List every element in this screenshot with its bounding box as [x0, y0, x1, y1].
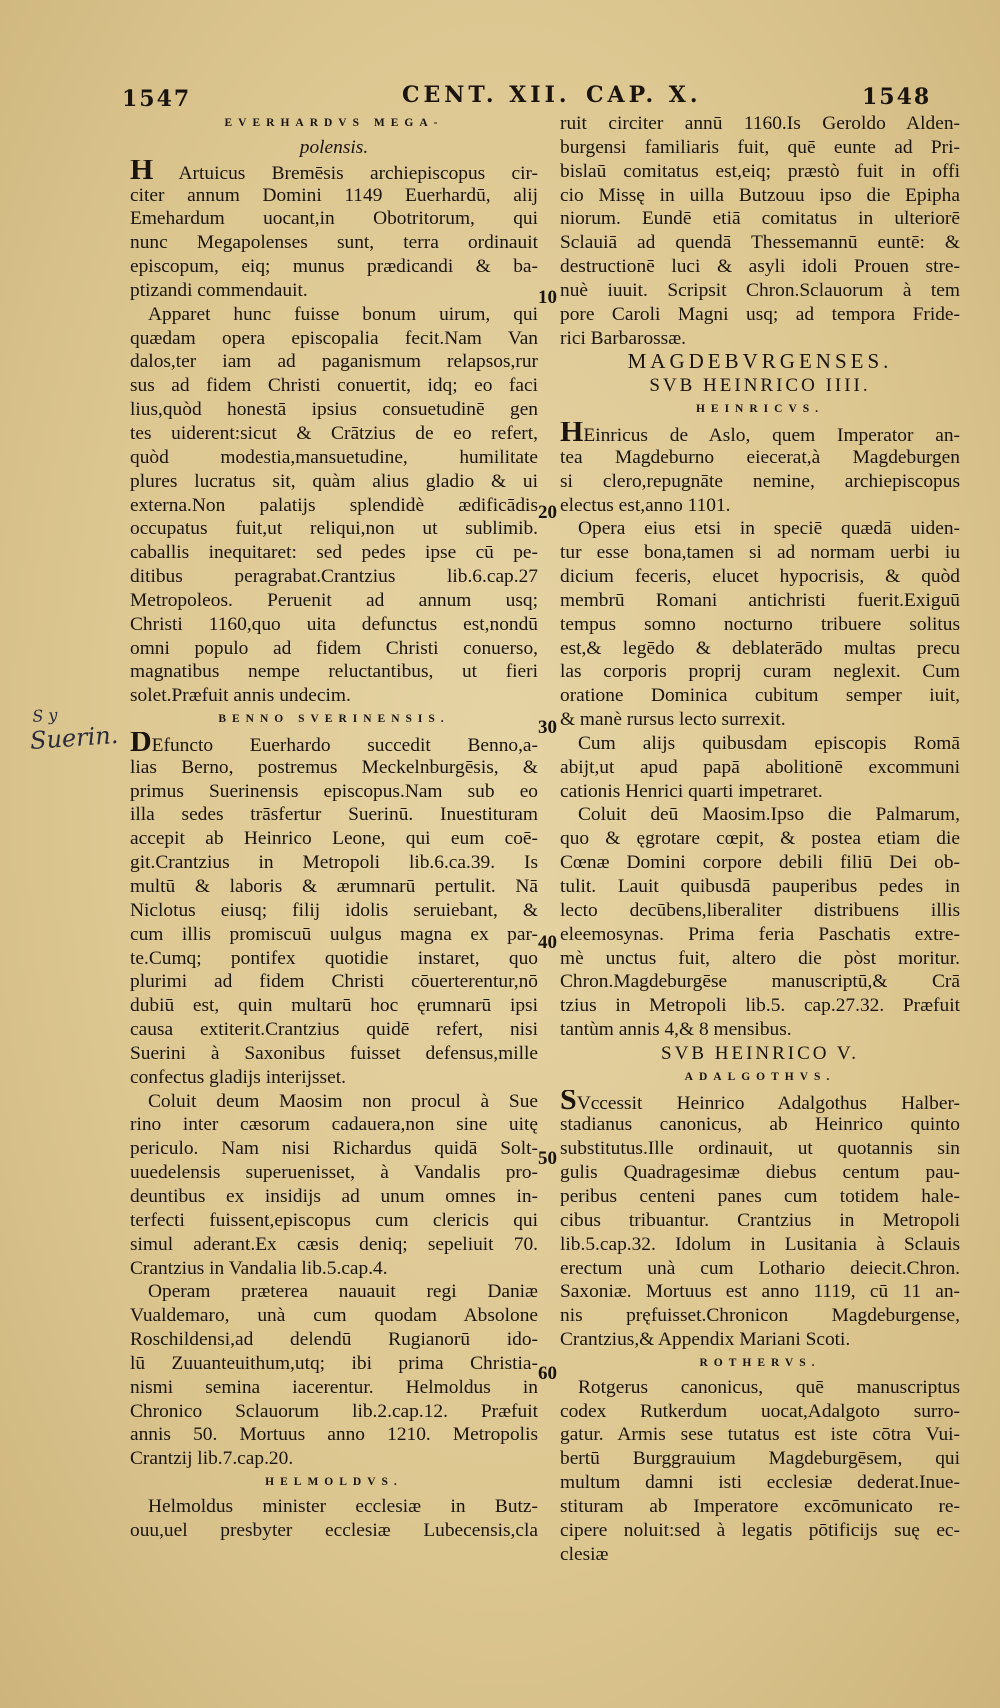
text-line: pore Caroli Magni usq; ad tempora Fride-	[560, 303, 960, 325]
text-line: tes uiderent:sicut & Crātzius de eo refert,	[130, 422, 538, 444]
text-line: stituram ab Imperatore excōmunicato re-	[560, 1495, 960, 1517]
section-heading: BENNO SVERINENSIS.	[218, 713, 450, 726]
text-line: Rotgerus canonicus, quē manuscriptus	[578, 1376, 960, 1398]
running-header	[0, 82, 1000, 112]
text-line: Cœnæ Domini corpore debili filiū Dei ob-	[560, 852, 960, 874]
text-line: Apparet hunc fuisse bonum uirum, qui	[148, 303, 538, 325]
text-line: simul aderant.Ex cæsis deniq; sepeliuit 70.	[130, 1233, 538, 1255]
text-line: confectus gladijs interijsset.	[130, 1066, 346, 1088]
initial-letter: S	[560, 1089, 577, 1114]
text-line: dicium feceris, elucet hypocrisis, & quòd	[560, 566, 960, 588]
text-line: Metropoleos. Peruenit ad annum usq;	[130, 589, 538, 611]
text-line: membrū Romani antichristi fuerit.Exiguū	[560, 589, 960, 611]
text-line: sus ad fidem Christi conuertit, idq; eo faci	[130, 375, 538, 397]
line-text: Einricus de Aslo, quem Imperator an-	[583, 424, 960, 446]
text-line: omni populo ad fidem Christi conuerso,	[130, 637, 538, 659]
text-line: quòd modestia,mansuetudine, humilitate	[130, 446, 538, 468]
text-line: caballis inequitaret: sed pedes ipse cū pe-	[130, 542, 538, 564]
section-heading: SVB HEINRICO V.	[661, 1042, 859, 1064]
text-line: abijt,ut apud papā abolitionē excommuni	[560, 756, 960, 778]
text-line: clesiæ	[560, 1543, 609, 1565]
text-line: cibus tribuantur. Crantzius in Metropoli	[560, 1209, 960, 1231]
section-heading: ROTHERVS.	[699, 1356, 821, 1369]
section-heading: HELMOLDVS.	[265, 1476, 403, 1489]
text-line: Coluit deū Maosim.Ipso die Palmarum,	[578, 804, 960, 826]
text-line: solet.Præfuit annis undecim.	[130, 685, 351, 707]
text-line: Emehardum uocant,in Obotritorum, qui	[130, 208, 538, 230]
line-number: 60	[538, 1363, 557, 1384]
marginal-annotation-text: Suerin.	[29, 720, 120, 756]
text-line: codex Rutkerdum uocat,Adalgoto surro-	[560, 1400, 960, 1422]
text-line: rici Barbarossæ.	[560, 327, 687, 349]
text-line: lib.5.cap.32. Idolum in Lusitania à Sclauis	[560, 1233, 960, 1255]
text-line: accepit ab Heinrico Leone, qui eum coē-	[130, 828, 538, 850]
text-line: rino inter cæsorum cadauera,non sine uitę	[130, 1114, 538, 1136]
text-line: Saxoniæ. Mortuus est anno 1119, cū 11 an-	[560, 1281, 960, 1303]
line-number: 10	[538, 287, 557, 308]
text-line: eleemosynas. Prima feria Paschatis extre-	[560, 923, 960, 945]
section-heading: EVERHARDVS MEGA-	[224, 117, 444, 129]
text-line: lius,quòd honestā ipsius consuetudinē gen	[130, 399, 538, 421]
left-text-column	[130, 112, 538, 1543]
line-number: 40	[538, 932, 557, 953]
text-line: citer annum Domini 1149 Euerhardū, alij	[130, 184, 538, 206]
text-line: primus Suerinensis episcopus.Nam sub eo	[130, 780, 538, 802]
text-line: nismi semina iacerentur. Helmoldus in	[130, 1376, 538, 1398]
text-line: tantùm annis 4,& 8 mensibus.	[560, 1019, 792, 1041]
running-title-right: CAP. X.	[586, 82, 702, 108]
text-line: stadianus canonicus, ab Heinrico quinto	[560, 1114, 960, 1136]
text-line: Coluit deum Maosim non procul à Sue	[148, 1090, 538, 1112]
text-line: multū & laboris & ærumnarū pertulit. Nā	[130, 876, 538, 897]
text-line: causa extiterit.Crantzius quidē refert, nisi	[130, 1019, 538, 1041]
text-line: nuè iuuit. Scripsit Chron.Sclauorum à tem	[560, 279, 960, 301]
text-line: lias Berno, postremus Meckelnburgēsis, &	[130, 756, 538, 778]
text-line: Chronico Sclauorum lib.2.cap.12. Præfuit	[130, 1400, 538, 1422]
text-line: cio Missę in uilla Butzouu ipso die Epipha	[560, 184, 960, 206]
text-line: peribus centeni panes cum totidem hale-	[560, 1185, 960, 1207]
section-heading: HEINRICVS.	[695, 403, 825, 416]
marginal-annotation	[29, 705, 120, 756]
paragraph-opening-line	[560, 1090, 960, 1114]
running-title-left: CENT. XII.	[402, 82, 571, 108]
text-line: occupatus fuit,ut reliqui,non ut sublimib.	[130, 518, 538, 540]
right-text-column	[560, 112, 960, 1566]
text-line: tea Magdeburno eiecerat,à Magdeburgen	[560, 446, 960, 468]
text-line: niorum. Eundē etiā comitatus in ulteriorē	[560, 208, 960, 230]
text-line: las corporis proprij curam neglexit. Cum	[560, 661, 960, 683]
text-line: Roschildensi,ad delendū Rugianorū ido-	[130, 1329, 538, 1351]
text-line: tulit. Lauit quibusdā pauperibus pedes in	[560, 876, 960, 897]
text-line: uuedelensis superuenisset, à Vandalis pro-	[130, 1162, 538, 1184]
text-line: cum illis promiscuū uulgus magna ex par-	[130, 923, 538, 945]
text-line: dalos,ter iam ad paganismum relapsos,rur	[130, 351, 538, 373]
text-line: annis 50. Mortuus anno 1210. Metropolis	[130, 1424, 538, 1446]
section-heading: polensis.	[299, 136, 369, 158]
text-line: git.Crantzius in Metropoli lib.6.ca.39. Is	[130, 852, 538, 874]
text-line: tzius in Metropoli lib.5. cap.27.32. Præfuit	[560, 995, 960, 1017]
text-line: est,& legēdo & deblaterādo multas precu	[560, 637, 960, 659]
text-line: magnatibus nempe reluctantibus, ut fieri	[130, 661, 538, 683]
text-line: plurimi ad fidem Christi cōuerterentur,nō	[130, 971, 538, 993]
text-line: Chron.Magdeburgēse manuscriptū,& Crā	[560, 971, 960, 993]
text-line: bertū Burggrauium Magdeburgēsem, qui	[560, 1448, 960, 1470]
text-line: tur esse bona,tamen si ad normam uerbi iu	[560, 542, 960, 564]
line-text: Artuicus Bremēsis archiepiscopus cir-	[153, 162, 538, 184]
text-line: Suerini à Saxonibus fuisset defensus,mille	[130, 1042, 538, 1064]
text-line: Sclauiā ad quendā Thessemannū euntē: &	[560, 232, 960, 254]
section-heading: MAGDEBVRGENSES.	[627, 350, 893, 374]
text-line: Crantzius in Vandalia lib.5.cap.4.	[130, 1257, 388, 1279]
text-line: cipere noluit:sed à legatis pōtificijs suę ec-	[560, 1519, 960, 1541]
text-line: terfecti fuissent,episcopus cum clericis qui	[130, 1209, 538, 1231]
text-line: Operam præterea nauauit regi Daniæ	[148, 1281, 538, 1303]
line-text: Efuncto Euerhardo succedit Benno,a-	[151, 734, 538, 756]
text-line: quo & ęgrotare cœpit, & postea etiam die	[560, 828, 960, 850]
text-line: & manè rursus lecto surrexit.	[560, 709, 786, 731]
text-line: nis pręfuisset.Chronicon Magdeburgense,	[560, 1305, 960, 1327]
section-heading: SVB HEINRICO IIII.	[649, 375, 871, 397]
paragraph-opening-line	[130, 732, 538, 756]
text-line: tempus somno nocturno tribuere solitus	[560, 613, 960, 635]
text-line: deuntibus ex insidijs ad unum omnes in-	[130, 1185, 538, 1207]
text-line: Cum alijs quibusdam episcopis Romā	[578, 732, 960, 754]
initial-letter: D	[130, 731, 152, 756]
text-line: destructionē luci & asyli idoli Prouen stre-	[560, 256, 960, 278]
text-line: ptizandi commendauit.	[130, 279, 308, 301]
initial-letter: H	[130, 159, 154, 184]
text-line: ditibus peragrabat.Crantzius lib.6.cap.27	[130, 566, 538, 588]
text-line: electus est,anno 1101.	[560, 494, 731, 516]
text-line: si clero,repugnāte nemine, archiepiscopus	[560, 470, 960, 492]
text-line: ruit circiter annū 1160.Is Geroldo Alden-	[560, 113, 960, 134]
text-line: bislaū comitatus est,eiq; præstò fuit in offi	[560, 160, 960, 182]
text-line: Crantzius,& Appendix Mariani Scoti.	[560, 1329, 851, 1351]
text-line: burgensi familiaris fuit, quē eunte ad Pri-	[560, 136, 960, 158]
page-number-right: 1548	[862, 84, 932, 110]
text-line: substitutus.Ille ordinauit, ut quotannis sin	[560, 1138, 960, 1160]
text-line: nunc Megapolenses sunt, terra ordinauit	[130, 232, 538, 254]
text-line: episcopum, eiq; munus prædicandi & ba-	[130, 256, 538, 278]
text-line: Vualdemaro, unà cum quodam Absolone	[130, 1305, 538, 1327]
text-line: externa.Non palatijs splendidè ædificādis	[130, 494, 538, 516]
line-number: 30	[538, 717, 557, 738]
paragraph-opening-line	[130, 160, 538, 184]
text-line: lū Zuuanteuithum,utq; ibi prima Christia-	[130, 1352, 538, 1374]
text-line: erectum unà cum Lothario deiecit.Chron.	[560, 1257, 960, 1279]
paragraph-opening-line	[560, 422, 960, 446]
text-line: illa sedes trāsfertur Suerinū. Inuestituram	[130, 804, 538, 826]
text-line: Niclotus eiusq; filij idolis seruiebant, &	[130, 899, 538, 921]
text-line: multum damni isti ecclesiæ dederat.Inue-	[560, 1472, 960, 1494]
page-number-left: 1547	[122, 86, 192, 112]
text-line: Crantzij lib.7.cap.20.	[130, 1448, 294, 1470]
line-text: Vccessit Heinrico Adalgothus Halber-	[576, 1092, 960, 1114]
text-line: dubiū est, quin multarū hoc ęrumnarū ipsi	[130, 995, 538, 1017]
line-number: 20	[538, 502, 557, 523]
text-line: gulis Quadragesimæ diebus centum pau-	[560, 1162, 960, 1184]
text-line: ouu,uel presbyter ecclesiæ Lubecensis,cla	[130, 1519, 538, 1541]
initial-letter: H	[560, 421, 584, 446]
text-line: gatur. Armis sese tutatus est iste cōtra Vui-	[560, 1424, 960, 1446]
text-line: quædam opera episcopalia fecit.Nam Van	[130, 327, 538, 349]
section-heading: ADALGOTHVS.	[684, 1070, 836, 1083]
marginal-annotation-superscript: S y	[31, 705, 59, 726]
text-line: oratione Dominica cubitum semper iuit,	[560, 685, 960, 707]
text-line: Helmoldus minister ecclesiæ in Butz-	[148, 1495, 538, 1517]
text-line: periculo. Nam nisi Richardus quidā Solt-	[130, 1138, 538, 1160]
text-line: Christi 1160,quo uita defunctus est,nondū	[130, 613, 538, 635]
text-line: Opera eius etsi in speciē quædā uiden-	[578, 518, 960, 540]
text-line: cationis Henrici quarti impetraret.	[560, 780, 823, 802]
line-number: 50	[538, 1148, 557, 1169]
text-line: lecto decūbens,liberaliter distribuens illis	[560, 899, 960, 921]
text-line: mè unctus fuit, altero die pòst moritur.	[560, 947, 960, 969]
text-line: te.Cumq; pontifex quotidie instaret, quo	[130, 947, 538, 969]
text-line: plures lucratus sit, quàm alius gladio & ui	[130, 470, 538, 492]
